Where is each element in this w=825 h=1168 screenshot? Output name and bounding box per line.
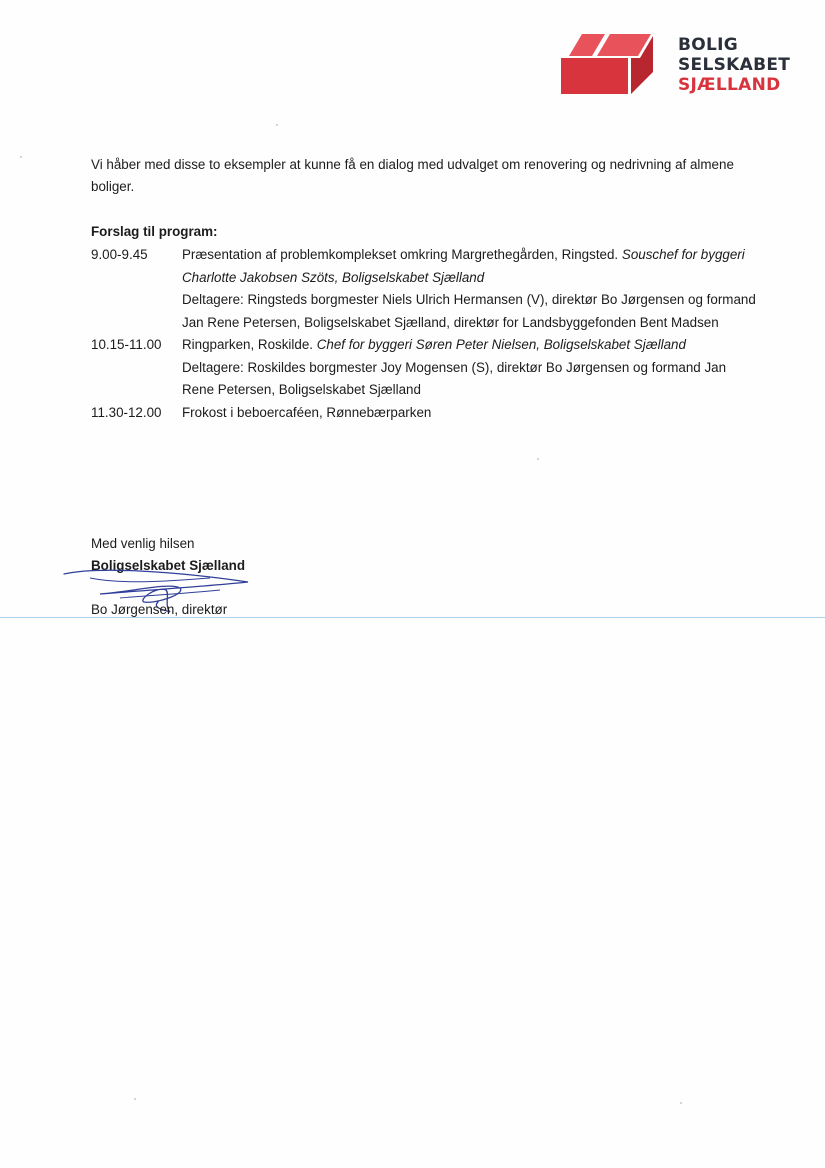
program-text: Frokost i beboercaféen, Rønnebærparken <box>182 404 432 420</box>
program-item <box>91 244 761 334</box>
program-description <box>182 334 761 402</box>
program-item <box>91 334 761 402</box>
program-participants: Deltagere: Ringsteds borgmester Niels Ulrich Hermansen (V), direktør Bo Jørgensen og formand Jan Rene Petersen, Boligselskabet Sjælland, direktør for Landsbyggefonden Bent Madsen <box>182 292 756 330</box>
scan-speck <box>134 1098 136 1100</box>
logo-line-3: SJÆLLAND <box>678 75 781 95</box>
program-item <box>91 402 761 425</box>
program-time: 9.00-9.45 <box>91 247 148 262</box>
program-participants: Deltagere: Roskildes borgmester Joy Mogensen (S), direktør Bo Jørgensen og formand Jan Rene Petersen, Boligselskabet Sjælland <box>182 359 727 397</box>
program-presenter: Chef for byggeri Søren Peter Nielsen, Boligselskabet Sjælland <box>316 337 686 352</box>
program-time: 10.15-11.00 <box>91 337 162 352</box>
intro-paragraph: Vi håber med disse to eksempler at kunne få en dialog med udvalget om renovering og nedrivning af almene boliger. <box>91 157 734 194</box>
scan-speck <box>680 1102 682 1104</box>
logo-line-2: SELSKABET <box>678 55 791 75</box>
scan-speck <box>276 124 278 126</box>
program-text: Præsentation af problemkomplekset omkring Margrethegården, Ringsted. <box>182 247 619 262</box>
logo-line-1: BOLIG <box>678 35 739 55</box>
scan-speck <box>20 156 22 158</box>
program-time: 11.30-12.00 <box>91 404 162 420</box>
signer-name: Bo Jørgensen, direktør <box>91 602 228 617</box>
horizontal-rule <box>0 617 825 618</box>
organization-name: Boligselskabet Sjælland <box>91 558 246 573</box>
scan-speck <box>537 458 539 460</box>
program-text: Ringparken, Roskilde. <box>182 337 313 352</box>
program-presenter: Souschef for byggeri Charlotte Jakobsen Szöts, Boligselskabet Sjælland <box>182 247 745 285</box>
program-heading: Forslag til program: <box>91 224 218 239</box>
program-description <box>182 244 761 334</box>
house-logo-icon <box>560 34 655 96</box>
company-logo <box>560 34 800 98</box>
closing-greeting: Med venlig hilsen <box>91 536 195 551</box>
program-list <box>91 244 761 424</box>
logo-wordmark <box>678 35 790 95</box>
program-description <box>182 402 761 425</box>
